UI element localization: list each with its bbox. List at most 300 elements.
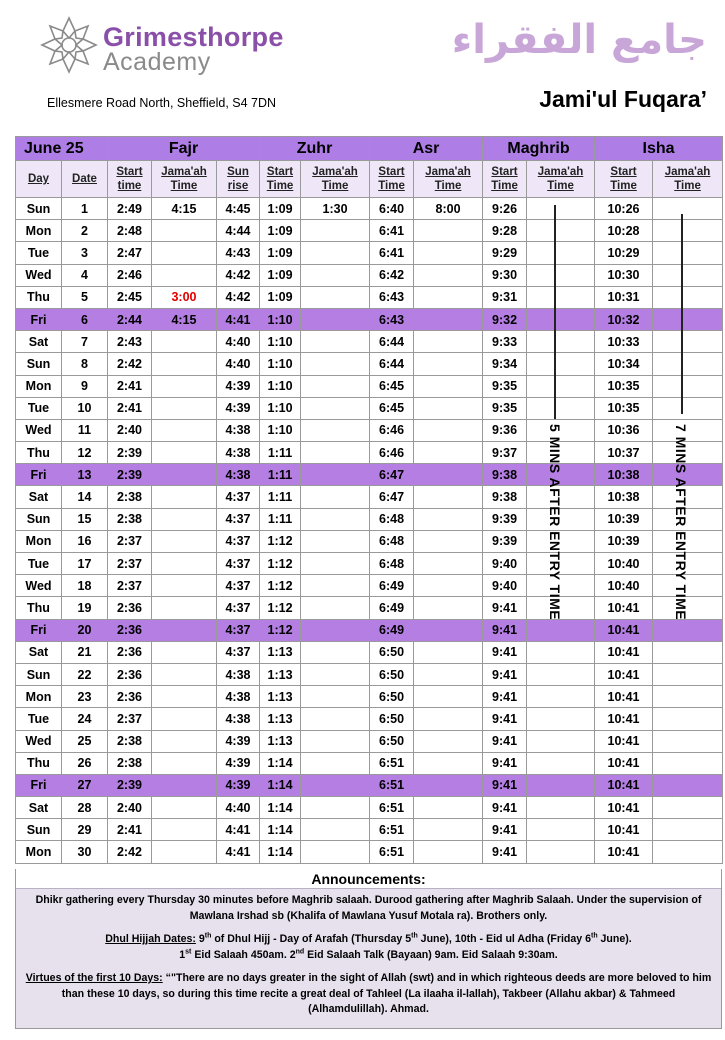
- fajr-jamah-cell: [152, 375, 217, 397]
- fajr-jamah-cell: [152, 619, 217, 641]
- maghrib-header: Maghrib: [483, 137, 595, 161]
- date-cell: 19: [62, 597, 108, 619]
- asr-jamah-cell: [414, 397, 483, 419]
- table-row: [16, 264, 723, 286]
- maghrib-start-cell: 9:30: [483, 264, 527, 286]
- zuhr-jamah-cell: [301, 353, 370, 375]
- table-row: [16, 819, 723, 841]
- zuhr-start-cell: 1:11: [260, 464, 301, 486]
- table-row: [16, 375, 723, 397]
- asr-start-cell: 6:48: [370, 530, 414, 552]
- date-cell: 21: [62, 641, 108, 663]
- isha-start-cell: 10:38: [595, 464, 653, 486]
- col-asr-start: Start Time: [370, 161, 414, 198]
- isha-start-cell: 10:41: [595, 797, 653, 819]
- asr-start-cell: 6:44: [370, 331, 414, 353]
- fajr-start-cell: 2:40: [108, 419, 152, 441]
- fajr-jamah-cell: 4:15: [152, 198, 217, 220]
- isha-start-cell: 10:40: [595, 553, 653, 575]
- asr-start-cell: 6:49: [370, 619, 414, 641]
- isha-start-cell: 10:41: [595, 619, 653, 641]
- maghrib-start-cell: 9:41: [483, 663, 527, 685]
- asr-jamah-cell: [414, 575, 483, 597]
- fajr-start-cell: 2:39: [108, 464, 152, 486]
- maghrib-start-cell: 9:32: [483, 308, 527, 330]
- fajr-jamah-cell: [152, 597, 217, 619]
- zuhr-jamah-cell: [301, 553, 370, 575]
- maghrib-jamah-cell: [527, 264, 595, 286]
- asr-start-cell: 6:41: [370, 242, 414, 264]
- asr-start-cell: 6:51: [370, 752, 414, 774]
- fajr-jamah-cell: [152, 575, 217, 597]
- asr-start-cell: 6:41: [370, 220, 414, 242]
- asr-jamah-cell: [414, 442, 483, 464]
- zuhr-start-cell: 1:12: [260, 553, 301, 575]
- day-cell: Thu: [16, 286, 62, 308]
- col-isha-start: Start Time: [595, 161, 653, 198]
- asr-jamah-cell: [414, 752, 483, 774]
- isha-start-cell: 10:41: [595, 597, 653, 619]
- day-cell: Wed: [16, 264, 62, 286]
- zuhr-jamah-cell: [301, 841, 370, 863]
- sunrise-cell: 4:37: [217, 641, 260, 663]
- fajr-jamah-cell: [152, 841, 217, 863]
- sunrise-cell: 4:40: [217, 331, 260, 353]
- isha-start-cell: 10:36: [595, 419, 653, 441]
- school-name: Grimesthorpe: [103, 22, 284, 52]
- isha-jamah-line: [681, 214, 683, 414]
- asr-start-cell: 6:42: [370, 264, 414, 286]
- col-maghrib-jamah: Jama'ah Time: [527, 161, 595, 198]
- asr-jamah-cell: [414, 553, 483, 575]
- table-row: [16, 797, 723, 819]
- asr-jamah-cell: [414, 419, 483, 441]
- maghrib-jamah-cell: [527, 308, 595, 330]
- zuhr-start-cell: 1:14: [260, 752, 301, 774]
- asr-start-cell: 6:51: [370, 819, 414, 841]
- table-row: [16, 663, 723, 685]
- sunrise-cell: 4:41: [217, 841, 260, 863]
- announcements-title: Announcements:: [16, 869, 721, 889]
- maghrib-start-cell: 9:35: [483, 375, 527, 397]
- day-cell: Tue: [16, 397, 62, 419]
- asr-jamah-cell: [414, 730, 483, 752]
- fajr-jamah-cell: [152, 530, 217, 552]
- asr-start-cell: 6:50: [370, 686, 414, 708]
- fajr-jamah-cell: [152, 508, 217, 530]
- table-row: [16, 774, 723, 796]
- maghrib-jamah-cell: [527, 841, 595, 863]
- fajr-start-cell: 2:37: [108, 530, 152, 552]
- isha-jamah-cell: [653, 264, 723, 286]
- asr-start-cell: 6:48: [370, 508, 414, 530]
- asr-jamah-cell: 8:00: [414, 198, 483, 220]
- fajr-jamah-cell: [152, 464, 217, 486]
- maghrib-jamah-cell: [527, 663, 595, 685]
- maghrib-start-cell: 9:41: [483, 708, 527, 730]
- sunrise-cell: 4:38: [217, 419, 260, 441]
- zuhr-start-cell: 1:12: [260, 530, 301, 552]
- zuhr-start-cell: 1:12: [260, 619, 301, 641]
- zuhr-jamah-cell: [301, 375, 370, 397]
- asr-jamah-cell: [414, 819, 483, 841]
- zuhr-start-cell: 1:13: [260, 641, 301, 663]
- zuhr-jamah-cell: [301, 619, 370, 641]
- maghrib-start-cell: 9:40: [483, 553, 527, 575]
- isha-start-cell: 10:41: [595, 819, 653, 841]
- page-header: [0, 0, 725, 130]
- maghrib-start-cell: 9:34: [483, 353, 527, 375]
- table-row: [16, 198, 723, 220]
- zuhr-start-cell: 1:11: [260, 486, 301, 508]
- asr-jamah-cell: [414, 308, 483, 330]
- sunrise-cell: 4:37: [217, 553, 260, 575]
- asr-start-cell: 6:44: [370, 353, 414, 375]
- fajr-jamah-cell: [152, 353, 217, 375]
- fajr-jamah-cell: [152, 686, 217, 708]
- zuhr-jamah-cell: [301, 708, 370, 730]
- fajr-start-cell: 2:42: [108, 841, 152, 863]
- date-cell: 29: [62, 819, 108, 841]
- zuhr-jamah-cell: [301, 308, 370, 330]
- table-row: [16, 486, 723, 508]
- isha-start-cell: 10:41: [595, 752, 653, 774]
- date-cell: 22: [62, 663, 108, 685]
- fajr-jamah-cell: [152, 730, 217, 752]
- table-row: [16, 841, 723, 863]
- fajr-jamah-cell: [152, 486, 217, 508]
- table-row: [16, 686, 723, 708]
- maghrib-jamah-cell: [527, 397, 595, 419]
- fajr-start-cell: 2:42: [108, 353, 152, 375]
- asr-start-cell: 6:50: [370, 663, 414, 685]
- prayer-header-row: [16, 137, 723, 161]
- zuhr-jamah-cell: [301, 442, 370, 464]
- maghrib-start-cell: 9:41: [483, 819, 527, 841]
- isha-jamah-cell: [653, 619, 723, 641]
- isha-jamah-cell: [653, 286, 723, 308]
- date-cell: 17: [62, 553, 108, 575]
- mosque-name: Jami'ul Fuqara’: [539, 86, 707, 112]
- fajr-start-cell: 2:36: [108, 597, 152, 619]
- isha-jamah-note: 7 MINS AFTER ENTRY TIME: [673, 424, 689, 621]
- isha-start-cell: 10:30: [595, 264, 653, 286]
- asr-start-cell: 6:48: [370, 553, 414, 575]
- zuhr-start-cell: 1:10: [260, 397, 301, 419]
- zuhr-start-cell: 1:12: [260, 597, 301, 619]
- zuhr-header: Zuhr: [260, 137, 370, 161]
- date-cell: 27: [62, 774, 108, 796]
- col-asr-jamah: Jama'ah Time: [414, 161, 483, 198]
- school-subtitle: Academy: [103, 48, 211, 76]
- zuhr-start-cell: 1:14: [260, 841, 301, 863]
- zuhr-start-cell: 1:10: [260, 375, 301, 397]
- asr-jamah-cell: [414, 286, 483, 308]
- table-row: [16, 730, 723, 752]
- day-cell: Tue: [16, 553, 62, 575]
- maghrib-start-cell: 9:31: [483, 286, 527, 308]
- day-cell: Mon: [16, 375, 62, 397]
- col-maghrib-start: Start Time: [483, 161, 527, 198]
- day-cell: Fri: [16, 308, 62, 330]
- day-cell: Mon: [16, 530, 62, 552]
- asr-jamah-cell: [414, 464, 483, 486]
- maghrib-jamah-cell: [527, 708, 595, 730]
- prayer-timetable: [15, 136, 723, 864]
- date-cell: 11: [62, 419, 108, 441]
- fajr-jamah-cell: [152, 663, 217, 685]
- asr-jamah-cell: [414, 220, 483, 242]
- maghrib-start-cell: 9:36: [483, 419, 527, 441]
- col-day: Day: [16, 161, 62, 198]
- maghrib-start-cell: 9:41: [483, 752, 527, 774]
- fajr-start-cell: 2:37: [108, 575, 152, 597]
- table-row: [16, 220, 723, 242]
- maghrib-start-cell: 9:26: [483, 198, 527, 220]
- asr-jamah-cell: [414, 641, 483, 663]
- date-cell: 16: [62, 530, 108, 552]
- zuhr-start-cell: 1:09: [260, 264, 301, 286]
- date-cell: 9: [62, 375, 108, 397]
- zuhr-jamah-cell: [301, 419, 370, 441]
- maghrib-start-cell: 9:38: [483, 486, 527, 508]
- isha-start-cell: 10:41: [595, 663, 653, 685]
- day-cell: Sun: [16, 353, 62, 375]
- sunrise-cell: 4:41: [217, 819, 260, 841]
- date-cell: 24: [62, 708, 108, 730]
- fajr-start-cell: 2:47: [108, 242, 152, 264]
- zuhr-start-cell: 1:13: [260, 663, 301, 685]
- maghrib-start-cell: 9:33: [483, 331, 527, 353]
- fajr-start-cell: 2:38: [108, 508, 152, 530]
- maghrib-start-cell: 9:39: [483, 530, 527, 552]
- zuhr-start-cell: 1:09: [260, 242, 301, 264]
- fajr-jamah-cell: [152, 819, 217, 841]
- col-isha-jamah: Jama'ah Time: [653, 161, 723, 198]
- maghrib-jamah-cell: [527, 375, 595, 397]
- maghrib-jamah-cell: [527, 752, 595, 774]
- zuhr-jamah-cell: [301, 530, 370, 552]
- date-cell: 30: [62, 841, 108, 863]
- isha-start-cell: 10:31: [595, 286, 653, 308]
- sunrise-cell: 4:37: [217, 575, 260, 597]
- fajr-jamah-cell: [152, 442, 217, 464]
- isha-jamah-cell: [653, 797, 723, 819]
- col-fajr-jamah: Jama'ah Time: [152, 161, 217, 198]
- asr-start-cell: 6:43: [370, 286, 414, 308]
- sunrise-cell: 4:42: [217, 286, 260, 308]
- fajr-start-cell: 2:40: [108, 797, 152, 819]
- col-zuhr-start: Start Time: [260, 161, 301, 198]
- isha-start-cell: 10:39: [595, 508, 653, 530]
- date-cell: 14: [62, 486, 108, 508]
- sunrise-cell: 4:37: [217, 619, 260, 641]
- sunrise-cell: 4:38: [217, 686, 260, 708]
- table-row: [16, 442, 723, 464]
- day-cell: Wed: [16, 419, 62, 441]
- sunrise-cell: 4:39: [217, 730, 260, 752]
- maghrib-jamah-cell: [527, 198, 595, 220]
- table-row: [16, 619, 723, 641]
- isha-start-cell: 10:34: [595, 353, 653, 375]
- isha-jamah-cell: [653, 375, 723, 397]
- day-cell: Fri: [16, 774, 62, 796]
- table-row: [16, 331, 723, 353]
- maghrib-jamah-cell: [527, 819, 595, 841]
- academy-logo-icon: [38, 14, 100, 76]
- table-row: [16, 641, 723, 663]
- asr-start-cell: 6:50: [370, 730, 414, 752]
- col-sunrise: Sun rise: [217, 161, 260, 198]
- asr-start-cell: 6:51: [370, 797, 414, 819]
- maghrib-jamah-note: 5 MINS AFTER ENTRY TIME: [547, 424, 563, 621]
- dhul-hijjah-dates: Dhul Hijjah Dates: 9th of Dhul Hijj - Day of Arafah (Thursday 5th June), 10th - Eid ul Adha (Friday 6th June). 1st Eid Salaah 450am. 2nd Eid Salaah Talk (Bayaan) 9am. Eid Salaah 9:30am.: [105, 932, 632, 961]
- zuhr-start-cell: 1:10: [260, 419, 301, 441]
- asr-start-cell: 6:47: [370, 464, 414, 486]
- sunrise-cell: 4:40: [217, 353, 260, 375]
- day-cell: Tue: [16, 708, 62, 730]
- zuhr-start-cell: 1:11: [260, 508, 301, 530]
- fajr-start-cell: 2:38: [108, 486, 152, 508]
- fajr-start-cell: 2:39: [108, 442, 152, 464]
- address: Ellesmere Road North, Sheffield, S4 7DN: [47, 96, 277, 110]
- asr-jamah-cell: [414, 242, 483, 264]
- zuhr-start-cell: 1:13: [260, 730, 301, 752]
- sunrise-cell: 4:39: [217, 375, 260, 397]
- sunrise-cell: 4:39: [217, 397, 260, 419]
- zuhr-jamah-cell: [301, 797, 370, 819]
- fajr-start-cell: 2:36: [108, 641, 152, 663]
- table-row: [16, 397, 723, 419]
- isha-jamah-cell: [653, 663, 723, 685]
- fajr-header: Fajr: [108, 137, 260, 161]
- isha-jamah-cell: [653, 708, 723, 730]
- date-cell: 28: [62, 797, 108, 819]
- maghrib-jamah-line: [554, 205, 556, 419]
- day-cell: Tue: [16, 242, 62, 264]
- maghrib-jamah-cell: [527, 730, 595, 752]
- maghrib-jamah-cell: [527, 353, 595, 375]
- date-cell: 6: [62, 308, 108, 330]
- sunrise-cell: 4:44: [217, 220, 260, 242]
- zuhr-start-cell: 1:14: [260, 797, 301, 819]
- fajr-start-cell: 2:41: [108, 375, 152, 397]
- zuhr-start-cell: 1:13: [260, 686, 301, 708]
- maghrib-start-cell: 9:41: [483, 730, 527, 752]
- asr-jamah-cell: [414, 375, 483, 397]
- isha-jamah-cell: [653, 331, 723, 353]
- zuhr-start-cell: 1:09: [260, 220, 301, 242]
- date-cell: 2: [62, 220, 108, 242]
- day-cell: Thu: [16, 752, 62, 774]
- fajr-start-cell: 2:39: [108, 774, 152, 796]
- date-cell: 5: [62, 286, 108, 308]
- zuhr-jamah-cell: [301, 597, 370, 619]
- fajr-jamah-cell: [152, 331, 217, 353]
- zuhr-start-cell: 1:11: [260, 442, 301, 464]
- day-cell: Sat: [16, 641, 62, 663]
- sunrise-cell: 4:45: [217, 198, 260, 220]
- isha-jamah-cell: [653, 841, 723, 863]
- maghrib-start-cell: 9:41: [483, 619, 527, 641]
- maghrib-jamah-cell: [527, 220, 595, 242]
- zuhr-jamah-cell: [301, 663, 370, 685]
- table-row: [16, 752, 723, 774]
- fajr-jamah-cell: 3:00: [152, 286, 217, 308]
- sunrise-cell: 4:43: [217, 242, 260, 264]
- arabic-mosque-name: جامع الفقراء: [451, 17, 707, 63]
- sunrise-cell: 4:37: [217, 508, 260, 530]
- fajr-start-cell: 2:41: [108, 819, 152, 841]
- isha-start-cell: 10:41: [595, 730, 653, 752]
- dhikr-announcement: Dhikr gathering every Thursday 30 minutes before Maghrib salaah. Durood gathering after Maghrib Salaah. Under the supervision of Mawlana Irshad sb (Khalifa of Mawlana Yusuf Motala ra). Brothers only.: [35, 894, 702, 922]
- col-zuhr-jamah: Jama'ah Time: [301, 161, 370, 198]
- table-row: [16, 308, 723, 330]
- asr-start-cell: 6:43: [370, 308, 414, 330]
- day-cell: Mon: [16, 686, 62, 708]
- isha-start-cell: 10:29: [595, 242, 653, 264]
- maghrib-start-cell: 9:40: [483, 575, 527, 597]
- fajr-jamah-cell: [152, 220, 217, 242]
- day-cell: Wed: [16, 575, 62, 597]
- table-row: [16, 553, 723, 575]
- asr-header: Asr: [370, 137, 483, 161]
- maghrib-start-cell: 9:28: [483, 220, 527, 242]
- maghrib-jamah-cell: [527, 797, 595, 819]
- fajr-start-cell: 2:46: [108, 264, 152, 286]
- isha-jamah-cell: [653, 641, 723, 663]
- zuhr-jamah-cell: [301, 286, 370, 308]
- fajr-start-cell: 2:37: [108, 553, 152, 575]
- fajr-start-cell: 2:36: [108, 663, 152, 685]
- day-cell: Mon: [16, 841, 62, 863]
- isha-jamah-cell: [653, 774, 723, 796]
- date-cell: 3: [62, 242, 108, 264]
- maghrib-start-cell: 9:35: [483, 397, 527, 419]
- fajr-start-cell: 2:49: [108, 198, 152, 220]
- column-header-row: [16, 161, 723, 198]
- fajr-start-cell: 2:44: [108, 308, 152, 330]
- table-row: [16, 708, 723, 730]
- asr-jamah-cell: [414, 708, 483, 730]
- zuhr-jamah-cell: [301, 641, 370, 663]
- asr-jamah-cell: [414, 486, 483, 508]
- sunrise-cell: 4:37: [217, 530, 260, 552]
- fajr-jamah-cell: [152, 752, 217, 774]
- zuhr-jamah-cell: [301, 752, 370, 774]
- asr-start-cell: 6:51: [370, 841, 414, 863]
- maghrib-jamah-cell: [527, 641, 595, 663]
- fajr-start-cell: 2:38: [108, 730, 152, 752]
- date-cell: 1: [62, 198, 108, 220]
- maghrib-start-cell: 9:41: [483, 774, 527, 796]
- date-cell: 23: [62, 686, 108, 708]
- fajr-jamah-cell: [152, 708, 217, 730]
- sunrise-cell: 4:37: [217, 597, 260, 619]
- announcements-panel: [15, 869, 722, 1029]
- virtues-announcement: Virtues of the first 10 Days: “"There are no days greater in the sight of Allah (swt) and in which righteous deeds are more beloved to him than these 10 days, so during this time recite a great deal of Tahleel (La ilaaha il-lallah), Takbeer (Allahu akbar) & Tahmeed (Alhamdulillah). Ahmad.: [25, 972, 712, 1015]
- sunrise-cell: 4:38: [217, 708, 260, 730]
- day-cell: Wed: [16, 730, 62, 752]
- fajr-jamah-cell: [152, 242, 217, 264]
- day-cell: Fri: [16, 464, 62, 486]
- isha-start-cell: 10:32: [595, 308, 653, 330]
- asr-jamah-cell: [414, 264, 483, 286]
- day-cell: Sun: [16, 508, 62, 530]
- asr-start-cell: 6:47: [370, 486, 414, 508]
- day-cell: Sat: [16, 486, 62, 508]
- zuhr-jamah-cell: [301, 730, 370, 752]
